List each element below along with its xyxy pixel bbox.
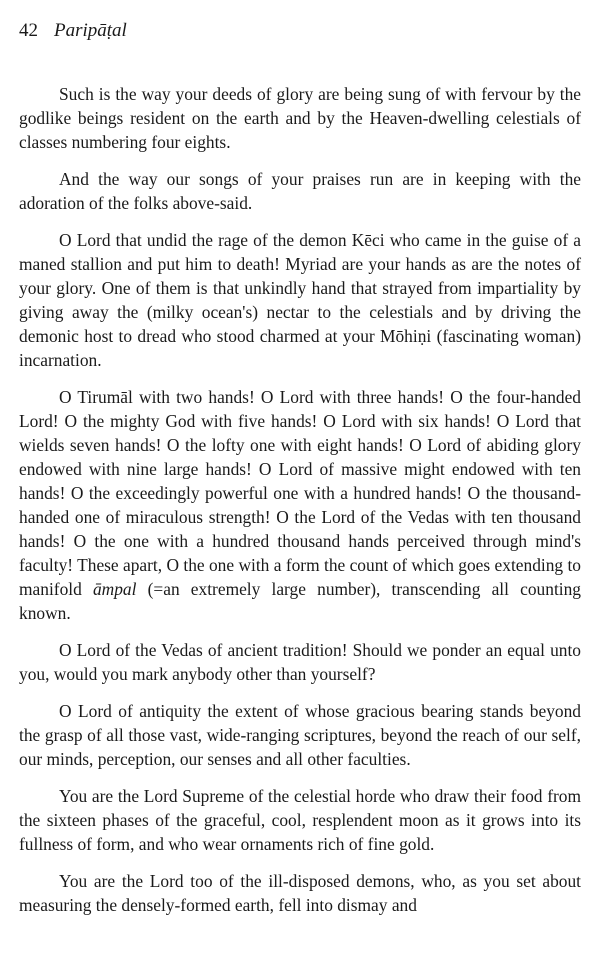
paragraph-4-text-start: O Tirumāl with two hands! O Lord with three hands! O the four-handed Lord! O the mighty God with five hands! O Lord with six hands! O Lord that wields seven hands! O the lofty one with eight hands! O Lord of abiding glory endowed with nine large hands! O Lord of massive might endowed with ten hands! O the exceedingly powerful one with a hundred hands! O the thousand-handed one of miraculous strength! O the Lord of the Vedas with ten thousand hands! O the one with a hundred thousand hands perceived through mind's faculty! These apart, O the one with a form the count of which goes extending to manifold [19, 387, 581, 599]
page-number: 42 [19, 20, 38, 41]
paragraph-4-text-end: (=an extremely large number), transcending all counting known. [19, 579, 581, 623]
running-head [19, 18, 581, 44]
paragraph-5: O Lord of the Vedas of ancient tradition! Should we ponder an equal unto you, would you mark anybody other than yourself? [19, 640, 581, 684]
paragraph-2: And the way our songs of your praises run are in keeping with the adoration of the folks above-said. [19, 169, 581, 213]
paragraph-3: O Lord that undid the rage of the demon Kēci who came in the guise of a maned stallion and put him to death! Myriad are your hands as are the notes of your glory. One of them is that unkindly hand that strayed from impartiality by giving away the (milky ocean's) nectar to the celestials and by driving the demonic host to dread who stood charmed at your Mōhiṇi (fascinating woman) incarnation. [19, 230, 581, 370]
italic-term: āmpal [92, 579, 137, 599]
paragraph-7: You are the Lord Supreme of the celestial horde who draw their food from the sixteen phases of the graceful, cool, resplendent moon as it grows into its fullness of form, and who wear ornaments rich of fine gold. [19, 786, 581, 854]
paragraph-6: O Lord of antiquity the extent of whose gracious bearing stands beyond the grasp of all those vast, wide-ranging scriptures, beyond the reach of our self, our minds, perception, our senses and all other faculties. [19, 701, 581, 769]
paragraph-8: You are the Lord too of the ill-disposed demons, who, as you set about measuring the densely-formed earth, fell into dismay and [19, 871, 581, 915]
book-title: Paripāṭal [54, 20, 127, 41]
paragraph-1: Such is the way your deeds of glory are being sung of with fervour by the godlike beings resident on the earth and by the Heaven-dwelling celestials of classes numbering four eights. [19, 84, 581, 152]
paragraph-4 [19, 385, 581, 625]
book-page [19, 18, 581, 930]
